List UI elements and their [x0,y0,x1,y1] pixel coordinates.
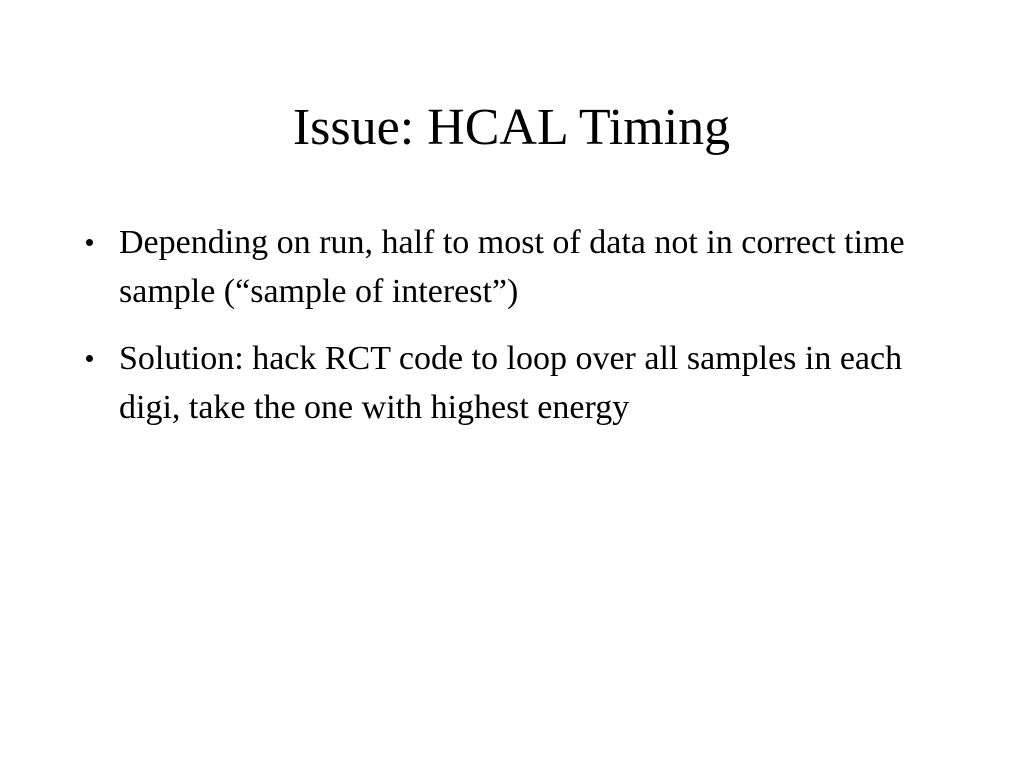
bullet-dot-icon [86,355,93,362]
bullet-text: Solution: hack RCT code to loop over all samples in each digi, take the one with highest energy [119,340,903,426]
bullet-text: Depending on run, half to most of data not in correct time sample (“sample of interest”) [119,224,905,310]
list-item [80,218,960,316]
list-item [80,334,960,432]
bullet-list [80,218,960,450]
bullet-dot-icon [86,239,93,246]
slide-title: Issue: HCAL Timing [292,99,731,156]
